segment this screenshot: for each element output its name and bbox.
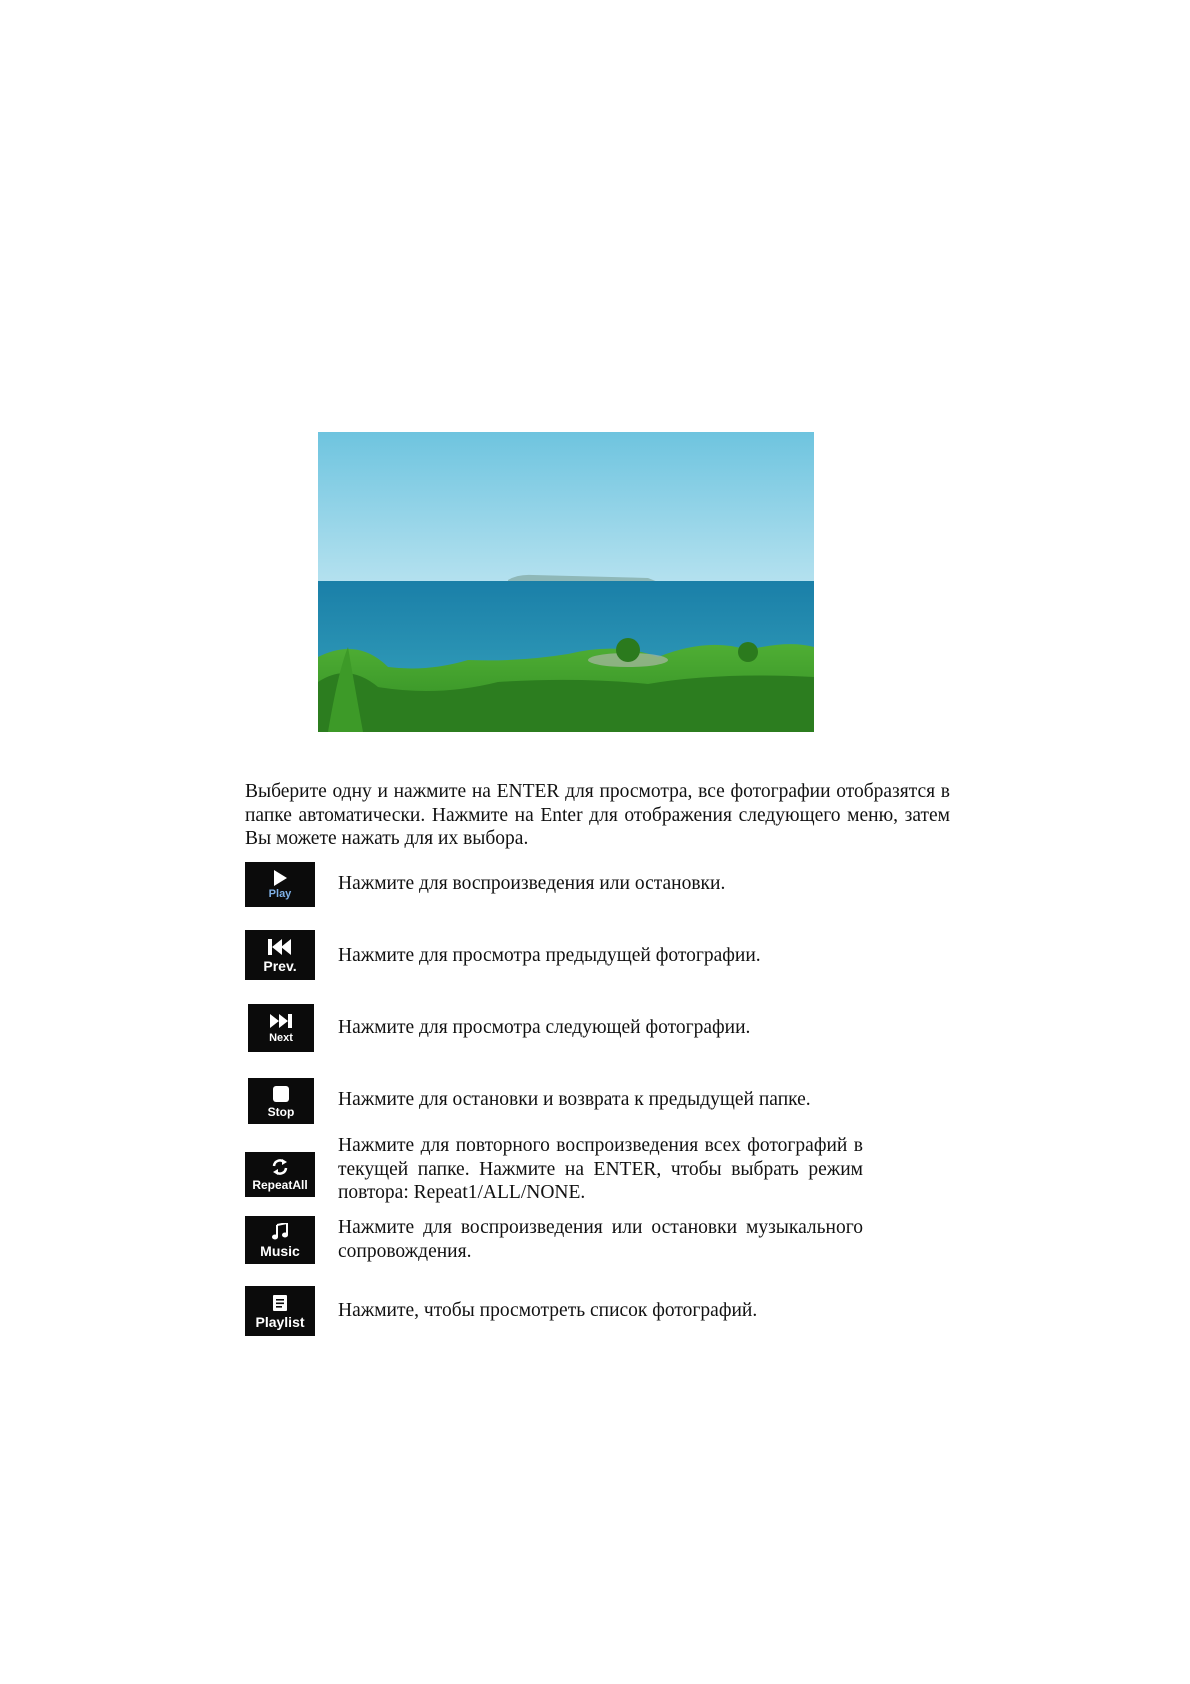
repeat-all-label: RepeatAll [252,1178,308,1192]
music-label: Music [260,1242,300,1259]
prev-icon [267,938,293,956]
repeat-description: Нажмите для повторного воспроизведения всех фотографий в текущей папке. Нажмите на ENTER, чтобы выбрать режим повтора: Repeat1/ALL/NONE. [338,1135,863,1203]
music-button[interactable] [245,1216,315,1264]
playlist-description: Нажмите, чтобы просмотреть список фотографий. [338,1300,758,1321]
next-description: Нажмите для просмотра следующей фотографии. [338,1017,751,1038]
playlist-button[interactable] [245,1286,315,1336]
next-label: Next [269,1031,293,1044]
prev-label: Prev. [263,957,297,974]
playlist-icon [272,1294,288,1312]
next-button[interactable] [248,1004,314,1052]
prev-description: Нажмите для просмотра предыдущей фотографии. [338,945,761,966]
playlist-label: Playlist [255,1313,305,1330]
music-icon [271,1223,289,1241]
play-label: Play [268,888,292,900]
prev-button[interactable] [245,930,315,980]
repeat-icon [270,1158,290,1176]
stop-button[interactable] [248,1078,314,1124]
play-description: Нажмите для воспроизведения или остановки. [338,873,726,894]
landscape-photo [318,432,814,732]
stop-icon [272,1085,290,1103]
stop-label: Stop [267,1104,295,1119]
stop-description: Нажмите для остановки и возврата к предыдущей папке. [338,1089,811,1110]
intro-paragraph: Выберите одну и нажмите на ENTER для просмотра, все фотографии отобразятся в папке автоматически. Нажмите на Enter для отображения следующего меню, затем Вы можете нажать для их выбора. [245,781,950,849]
next-icon [269,1013,293,1029]
play-icon [271,869,289,887]
repeat-all-button[interactable] [245,1152,315,1197]
play-button[interactable] [245,862,315,907]
music-description: Нажмите для воспроизведения или остановки музыкального сопровождения. [338,1217,863,1262]
